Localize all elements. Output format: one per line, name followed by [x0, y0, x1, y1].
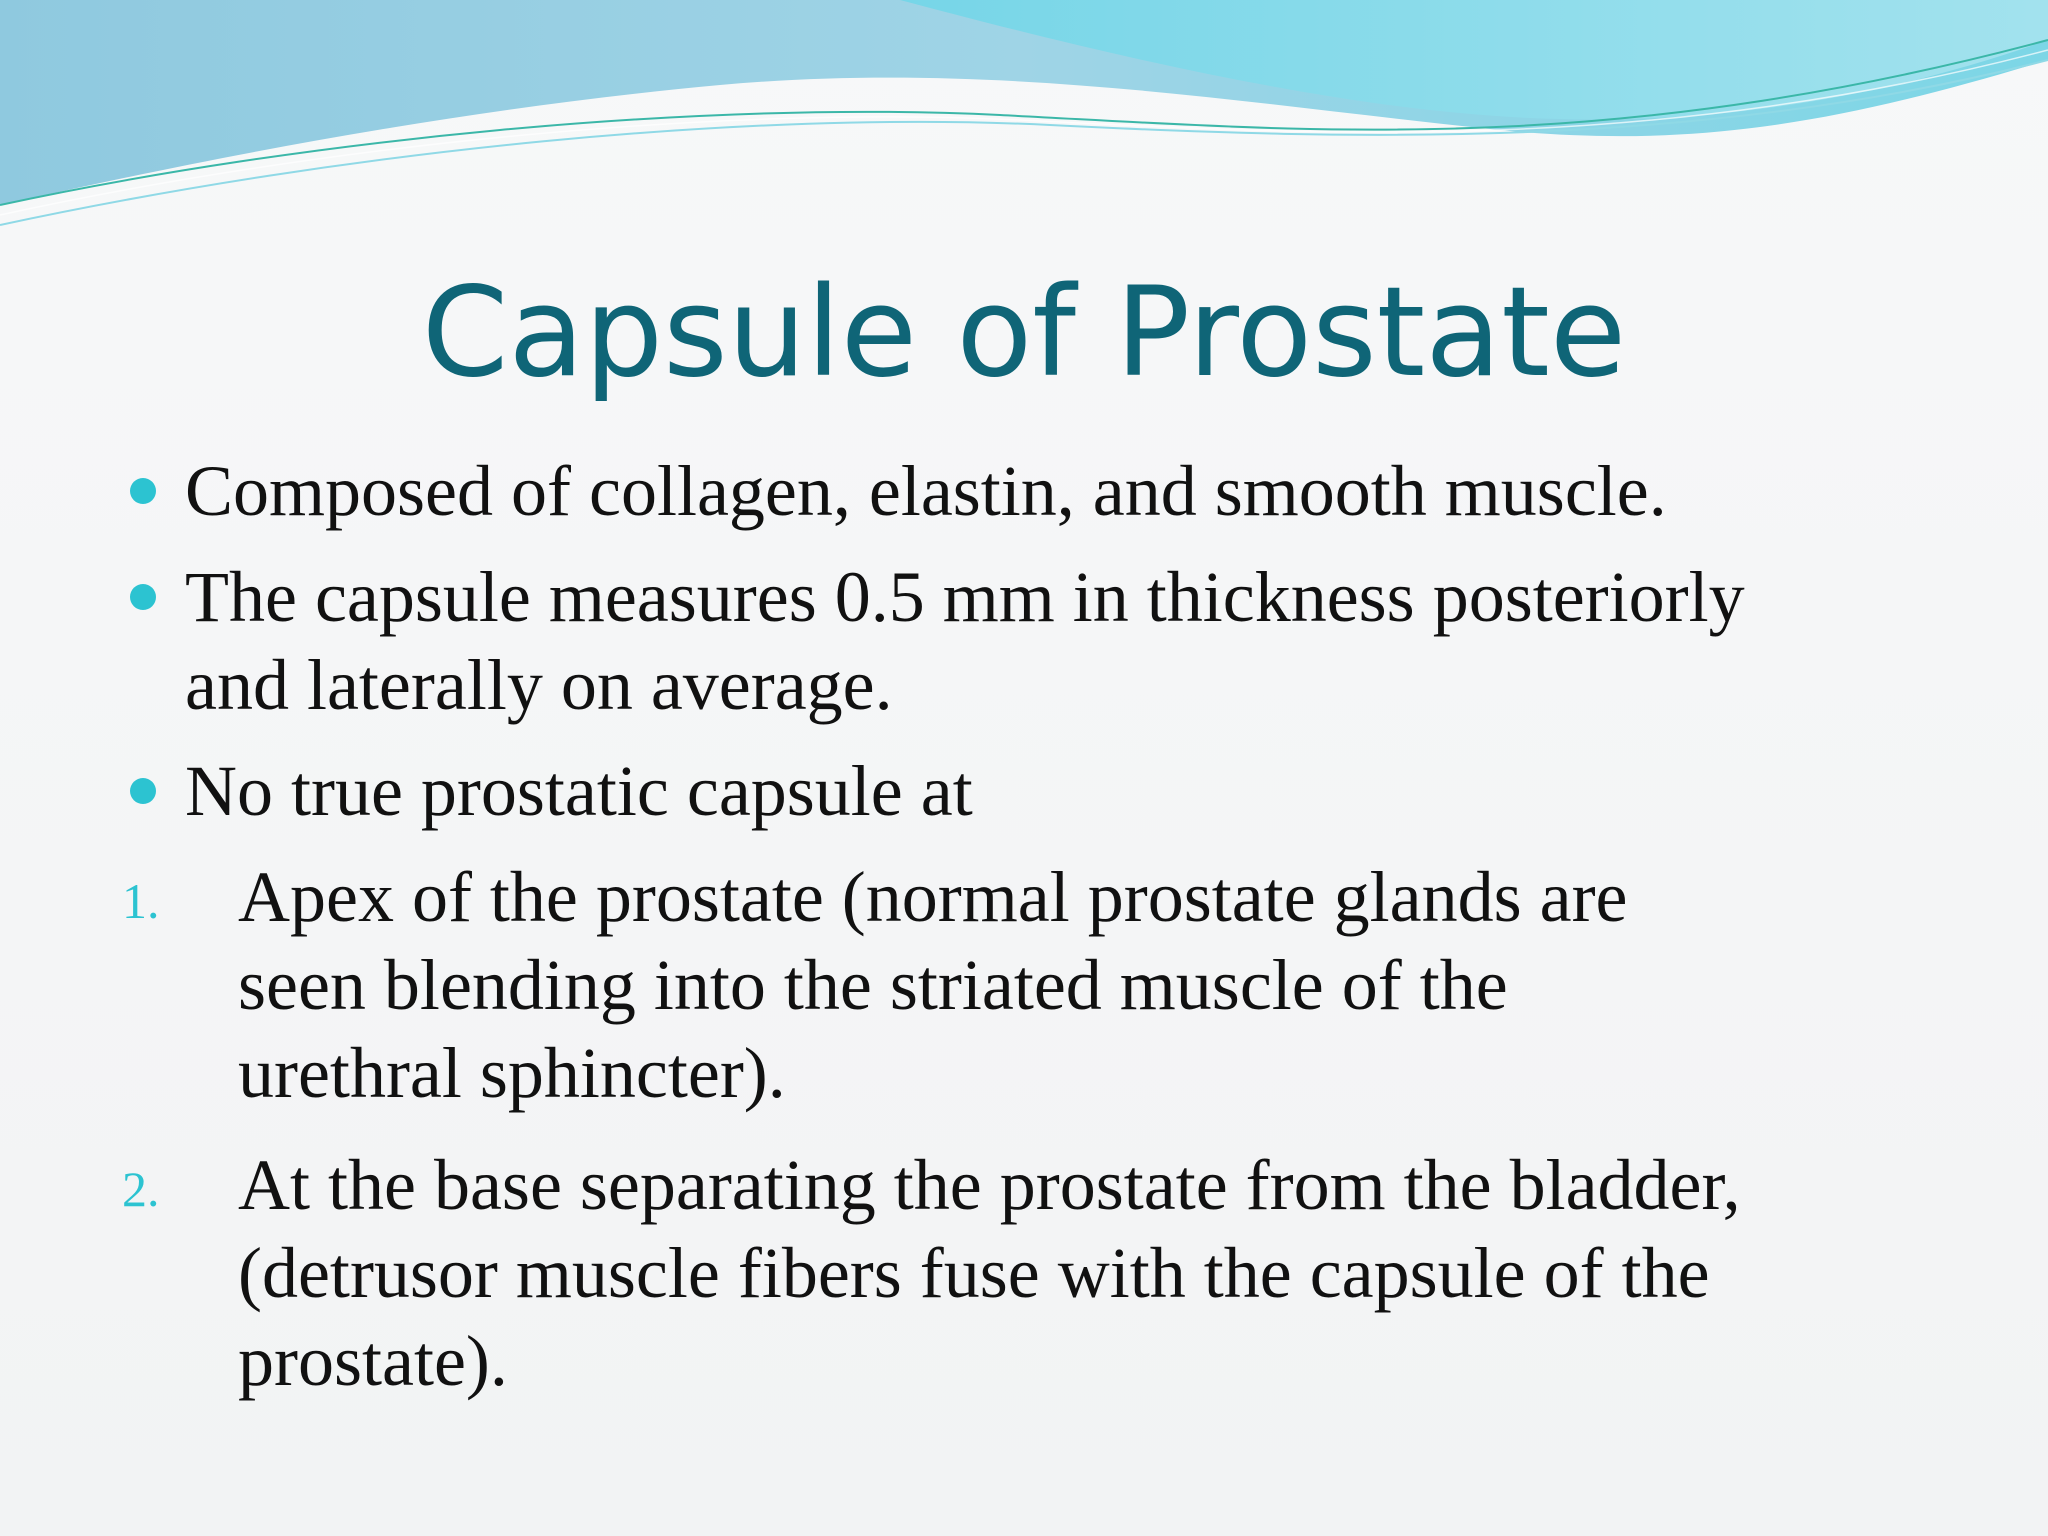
slide-title: Capsule of Prostate	[421, 261, 1627, 405]
bullet-2-line-2: and laterally on average.	[185, 645, 893, 725]
bullet-dot-icon	[130, 584, 156, 610]
bullet-1-line-1: Composed of collagen, elastin, and smooth muscle.	[185, 451, 1667, 531]
numbered-item-2-line-2: (detrusor muscle fibers fuse with the capsule of the	[238, 1233, 1710, 1313]
numbered-item-2-marker: 2.	[122, 1161, 160, 1217]
bullet-dot-icon	[130, 478, 156, 504]
numbered-item-1-marker: 1.	[122, 873, 160, 929]
numbered-item-2-line-3: prostate).	[238, 1321, 508, 1401]
numbered-item-1-line-1: Apex of the prostate (normal prostate glands are	[238, 857, 1628, 937]
numbered-item-1-line-3: urethral sphincter).	[238, 1033, 786, 1113]
bullet-dot-icon	[130, 778, 156, 804]
numbered-item-2-line-1: At the base separating the prostate from the bladder,	[238, 1145, 1741, 1225]
bullet-3-line-1: No true prostatic capsule at	[185, 751, 973, 831]
bullet-2-line-1: The capsule measures 0.5 mm in thickness posteriorly	[185, 557, 1745, 637]
numbered-item-1-line-2: seen blending into the striated muscle of the	[238, 945, 1508, 1025]
